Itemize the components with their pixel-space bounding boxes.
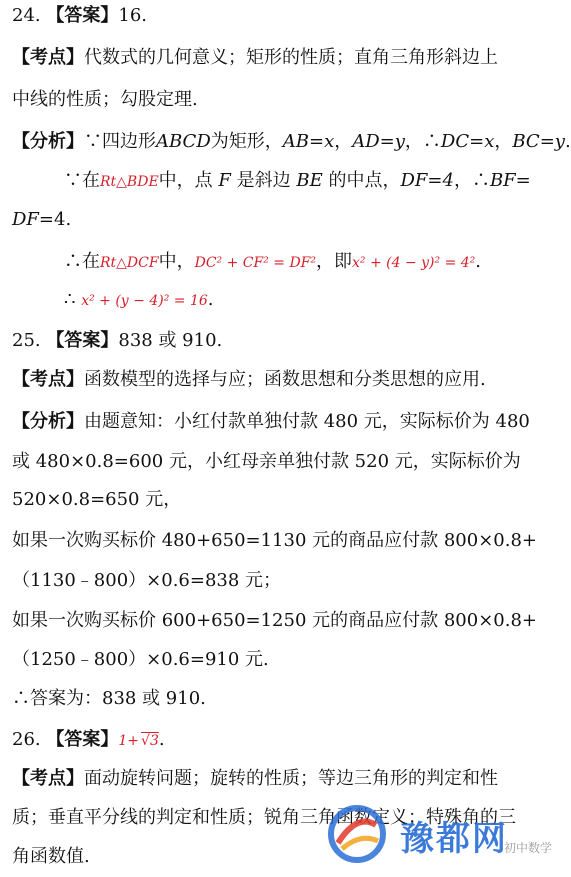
q25-analysis-line-1: 【分析】由题意知：小红付款单独付款 480 元，实际标价为 480: [12, 411, 530, 432]
kaodian-text: 面动旋转问题；旋转的性质；等边三角形的判定和性: [84, 768, 498, 789]
q24-analysis-line-3: DF=4.: [12, 209, 72, 230]
kaodian-tag: 【考点】: [12, 768, 84, 789]
formula: x² + (4 − y)² = 4²: [352, 255, 476, 271]
kaodian-text: 中线的性质；勾股定理.: [12, 89, 198, 110]
watermark-small-text: 初中数学: [503, 841, 552, 855]
q25-kaodian-line: [12, 368, 552, 392]
q26-answer-line: 26. 【答案】1+ √3.: [12, 729, 165, 750]
answer-tag: 【答案】: [46, 729, 119, 750]
q24-analysis-line-1: 【分析】∵四边形ABCD为矩形，AB=x，AD=y，∴DC=x，BC=y.: [12, 131, 571, 152]
q24-analysis-line-2: ∵在Rt△BDE中，点 F 是斜边 BE 的中点，DF=4，∴BF=: [64, 170, 531, 191]
answer-value: 16.: [118, 5, 148, 26]
kaodian-tag: 【考点】: [12, 369, 84, 390]
analysis-tag: 【分析】: [12, 131, 84, 152]
analysis-tag: 【分析】: [12, 411, 84, 432]
q24-analysis-line-5: ∴ x² + (y − 4)² = 16.: [64, 289, 214, 310]
kaodian-tag: 【考点】: [12, 47, 84, 68]
q25-analysis-line-3: 520×0.8=650 元，: [12, 489, 182, 510]
watermark: [326, 799, 556, 869]
formula: Rt△BDE: [100, 174, 159, 190]
formula: DC² + CF² = DF²: [194, 255, 316, 271]
watermark-logo-icon: [326, 803, 388, 865]
question-number: 25.: [12, 330, 41, 351]
formula: 1+: [118, 733, 140, 749]
q24-analysis-line-4: ∴在Rt△DCF中，DC² + CF² = DF²，即x² + (4 − y)² = 4².: [64, 251, 482, 272]
formula: x² + (y − 4)² = 16: [81, 293, 208, 309]
answer-value: 838 或 910.: [118, 330, 223, 351]
formula: Rt△DCF: [100, 255, 159, 271]
q25-conclusion-line: ∴答案为：838 或 910.: [12, 688, 206, 709]
q25-analysis-line-2: 或 480×0.8=600 元，小红母亲单独付款 520 元，实际标价为: [12, 451, 521, 472]
q25-answer-line: [12, 329, 552, 353]
kaodian-text: 代数式的几何意义；矩形的性质；直角三角形斜边上: [84, 47, 498, 68]
kaodian-text: 函数模型的选择与应；函数思想和分类思想的应用.: [84, 369, 486, 390]
q24-kaodian-line-1: [12, 46, 552, 70]
q25-analysis-line-4: 如果一次购买标价 480+650=1130 元的商品应付款 800×0.8+: [12, 530, 537, 551]
q25-analysis-line-7: （1250﹣800）×0.6=910 元.: [12, 649, 269, 670]
watermark-brand: 豫都网: [400, 819, 508, 859]
q24-kaodian-line-2: [12, 88, 552, 112]
formula-sqrt: √3: [141, 733, 159, 749]
question-number: 24.: [12, 5, 41, 26]
answer-tag: 【答案】: [46, 330, 119, 351]
question-number: 26.: [12, 729, 41, 750]
answer-tag: 【答案】: [46, 5, 119, 26]
kaodian-text: 质；垂直平分线的判定和性质；锐角三角函数定义；特殊角的三: [12, 807, 516, 828]
q24-answer-line: [12, 4, 552, 28]
kaodian-text: 角函数值.: [12, 846, 90, 867]
q25-analysis-line-5: （1130﹣800）×0.6=838 元；: [12, 570, 282, 591]
q26-kaodian-line-1: [12, 767, 552, 791]
q25-analysis-line-6: 如果一次购买标价 600+650=1250 元的商品应付款 800×0.8+: [12, 610, 537, 631]
